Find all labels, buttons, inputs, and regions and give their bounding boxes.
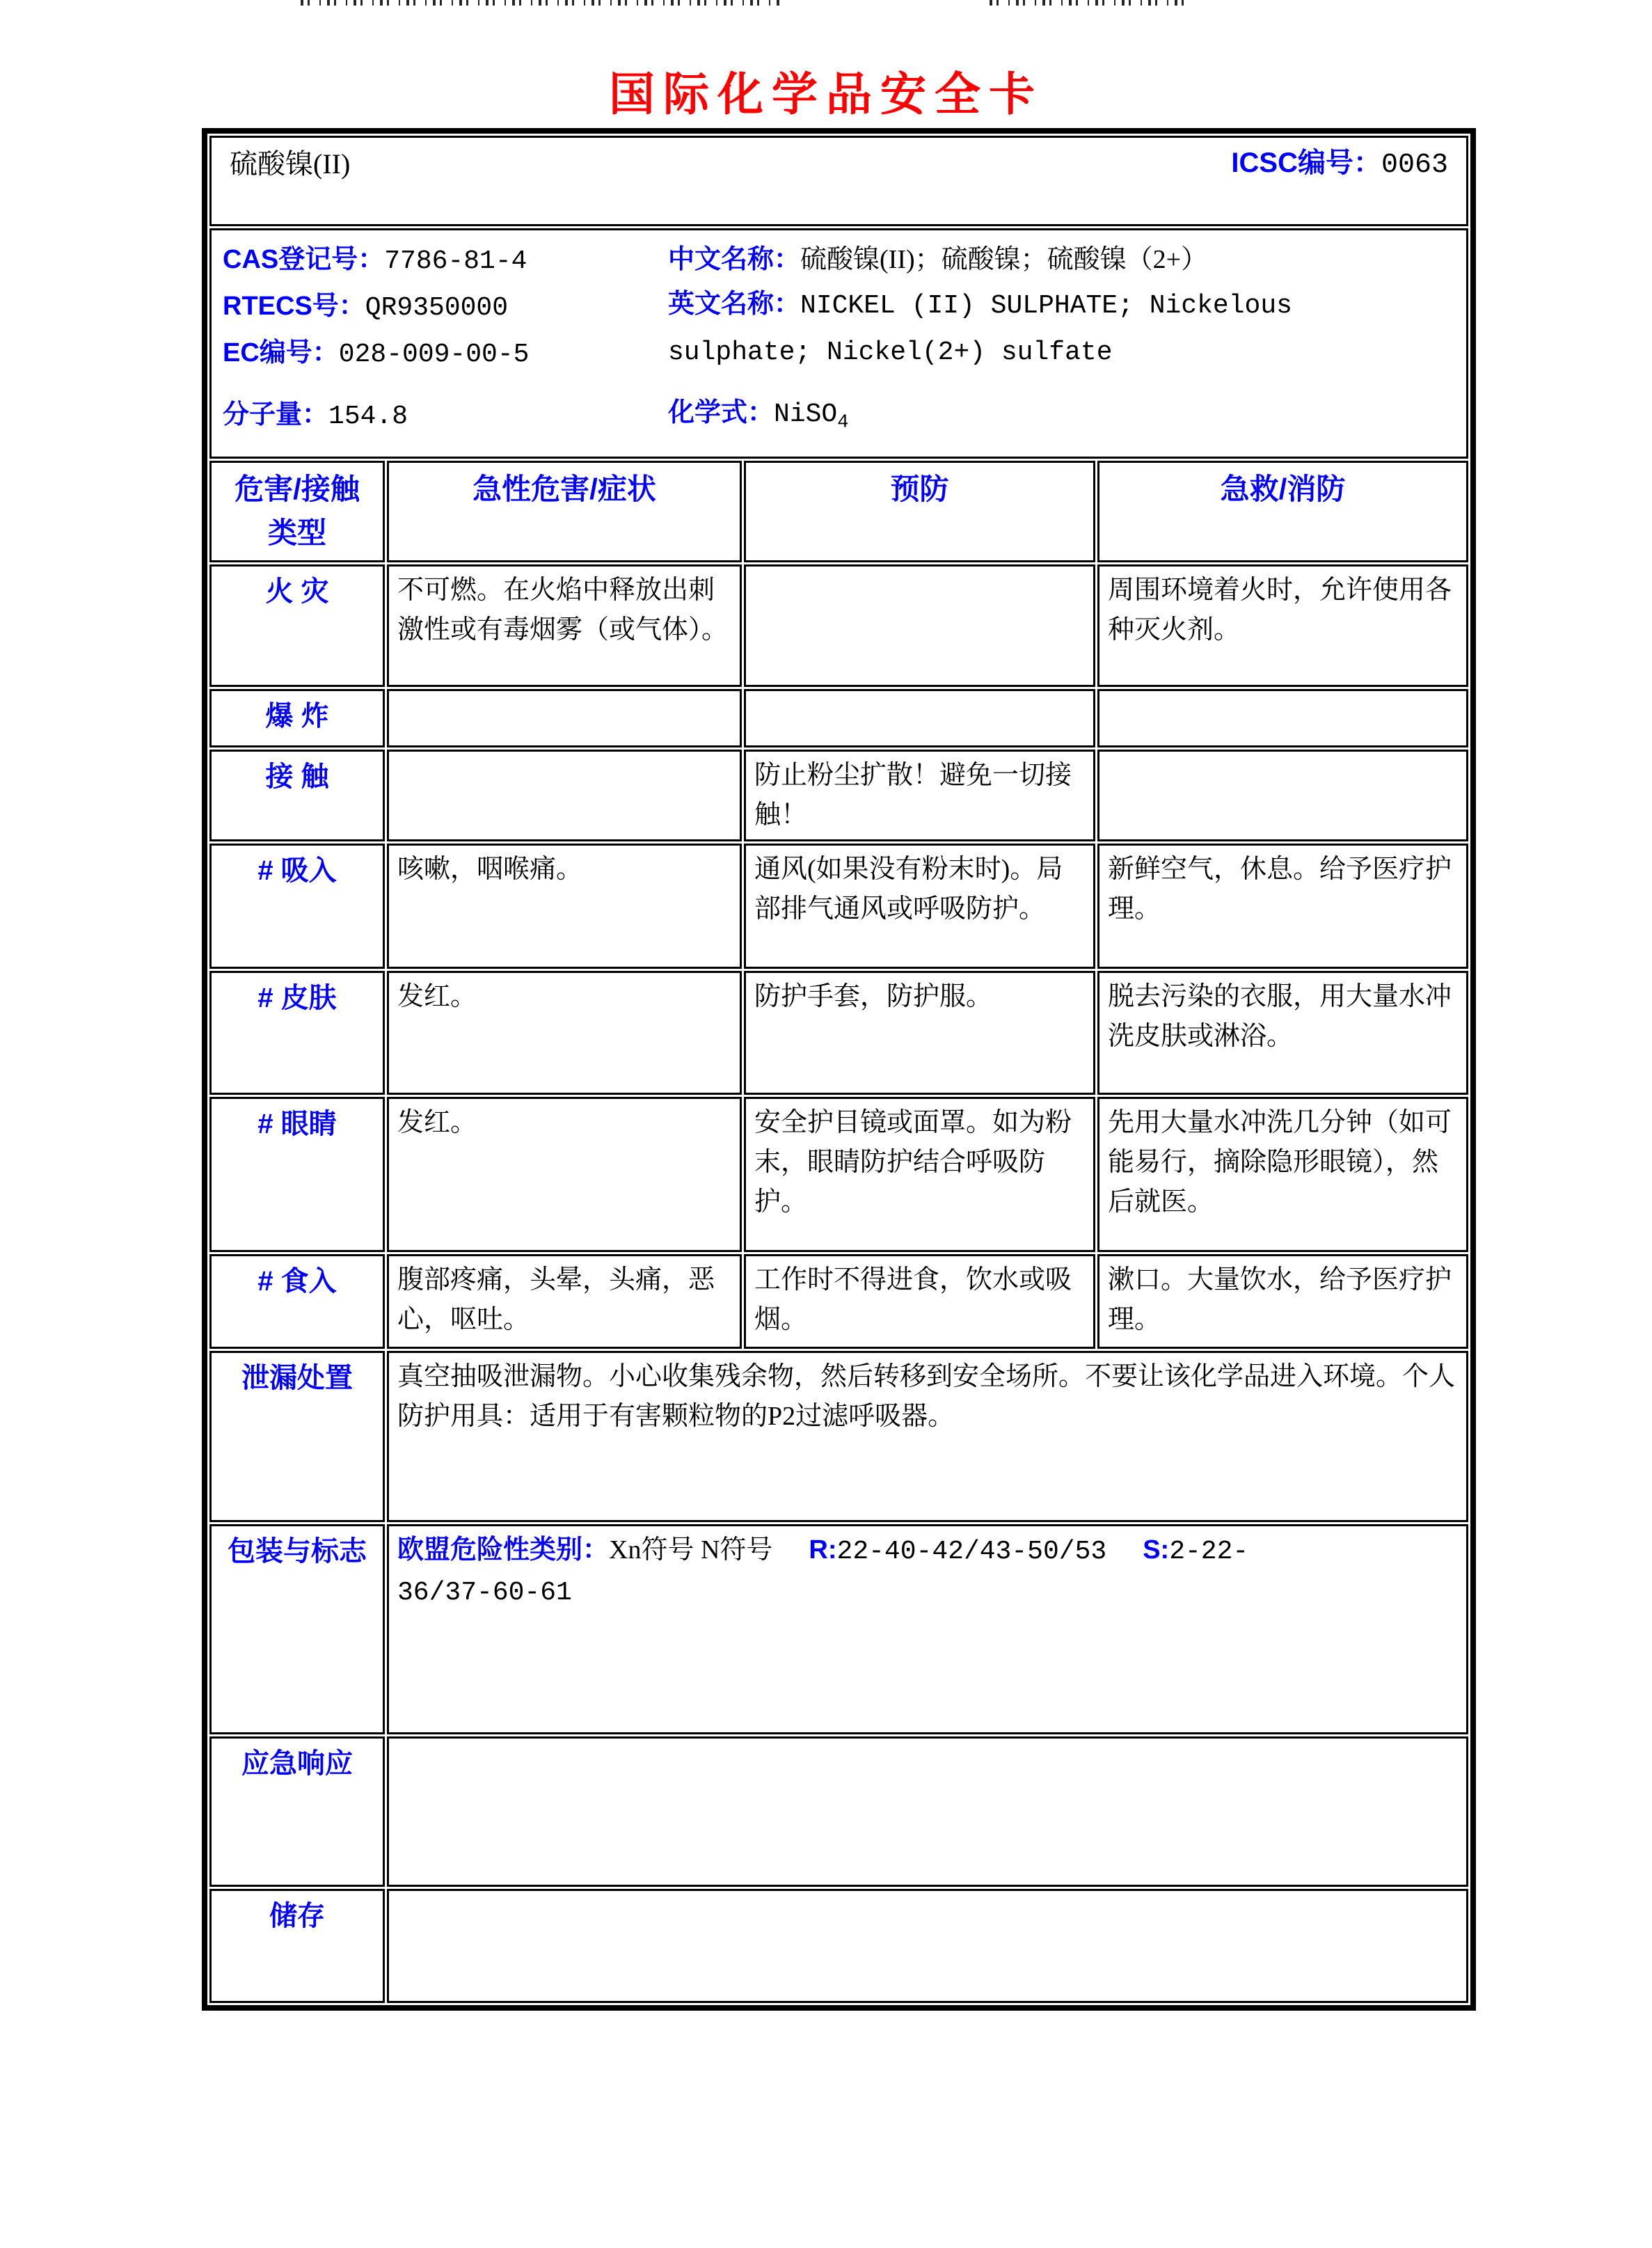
r-phrases-label: R: <box>809 1535 837 1565</box>
english-name-line <box>668 282 1350 375</box>
icsc-card-table <box>202 128 1476 2011</box>
cropped-text-fragment-right <box>990 0 1191 6</box>
chinese-name-line <box>668 237 1350 282</box>
hazard-header-row <box>209 461 1468 562</box>
hazard-row-ingestion <box>209 1254 1468 1349</box>
row-label-spill-disposal: 泄漏处置 <box>209 1351 385 1522</box>
inhalation-symptoms: 咳嗽，咽喉痛。 <box>387 844 742 969</box>
ec-number-line <box>223 331 668 377</box>
inhalation-prevention: 通风(如果没有粉末时)。局部排气通风或呼吸防护。 <box>744 844 1095 969</box>
row-label-explosion: 爆 炸 <box>209 689 385 747</box>
fire-first-aid: 周围环境着火时，允许使用各种灭火剂。 <box>1097 564 1468 687</box>
row-label-skin: # 皮肤 <box>209 971 385 1095</box>
rtecs-number-label: RTECS号： <box>223 292 365 321</box>
icsc-number-label: ICSC编号： <box>1231 148 1381 178</box>
contact-first-aid <box>1097 750 1468 841</box>
row-label-eyes: # 眼睛 <box>209 1097 385 1252</box>
eu-hazard-class-value: Xn符号 N符号 <box>609 1535 773 1565</box>
fire-prevention <box>744 564 1095 687</box>
row-label-fire: 火 灾 <box>209 564 385 687</box>
icsc-number-field <box>1231 142 1448 187</box>
identity-row <box>209 228 1468 459</box>
eyes-symptoms: 发红。 <box>387 1097 742 1252</box>
cas-number-value: 7786-81-4 <box>384 246 527 276</box>
ingestion-symptoms: 腹部疼痛，头晕，头痛，恶心，呕吐。 <box>387 1254 742 1349</box>
molecular-weight-label: 分子量： <box>223 400 329 429</box>
row-label-emergency-response: 应急响应 <box>209 1736 385 1887</box>
emergency-response-row <box>209 1736 1468 1887</box>
packaging-labelling-row <box>209 1524 1468 1734</box>
eu-hazard-class-label: 欧盟危险性类别： <box>397 1535 610 1565</box>
spill-disposal-content: 真空抽吸泄漏物。小心收集残余物，然后转移到安全场所。不要让该化学品进入环境。个人防护用具：适用于有害颗粒物的P2过滤呼吸器。 <box>387 1351 1468 1522</box>
storage-content <box>387 1889 1468 2003</box>
ingestion-prevention: 工作时不得进食，饮水或吸烟。 <box>744 1254 1095 1349</box>
card-title-row <box>209 136 1468 226</box>
english-name-value: NICKEL (II) SULPHATE; Nickelous sulphate; Nickel(2+) sulfate <box>668 291 1292 367</box>
ec-number-label: EC编号： <box>223 338 339 367</box>
ingestion-first-aid: 漱口。大量饮水，给予医疗护理。 <box>1097 1254 1468 1349</box>
rtecs-number-value: QR9350000 <box>365 293 509 323</box>
hazard-row-fire <box>209 564 1468 687</box>
contact-symptoms <box>387 750 742 841</box>
cas-number-line <box>223 237 668 284</box>
spill-disposal-row <box>209 1351 1468 1522</box>
hazard-row-inhalation <box>209 844 1468 969</box>
hazard-row-eyes <box>209 1097 1468 1252</box>
hazard-row-contact <box>209 750 1468 841</box>
header-hazard-type: 危害/接触 类型 <box>209 461 385 562</box>
s-phrases-label: S: <box>1143 1535 1170 1565</box>
explosion-prevention <box>744 689 1095 747</box>
row-label-storage: 储存 <box>209 1889 385 2003</box>
inhalation-first-aid: 新鲜空气，休息。给予医疗护理。 <box>1097 844 1468 969</box>
chinese-name-label: 中文名称： <box>668 245 801 274</box>
formula-label: 化学式： <box>668 398 775 427</box>
registry-numbers-block <box>223 237 668 439</box>
formula-subscript: 4 <box>837 412 849 434</box>
fire-symptoms: 不可燃。在火焰中释放出刺激性或有毒烟雾（或气体）。 <box>387 564 742 687</box>
molecular-weight-value: 154.8 <box>328 402 408 432</box>
rtecs-number-line <box>223 284 668 331</box>
eyes-first-aid: 先用大量水冲洗几分钟（如可能易行，摘除隐形眼镜），然后就医。 <box>1097 1097 1468 1252</box>
chinese-name-value: 硫酸镍(II)；硫酸镍；硫酸镍（2+） <box>800 245 1208 274</box>
english-name-label: 英文名称： <box>668 290 801 319</box>
explosion-symptoms <box>387 689 742 747</box>
molecular-weight-line <box>223 393 668 439</box>
formula-value: NiSO$_4$ <box>774 399 849 434</box>
eyes-prevention: 安全护目镜或面罩。如为粉末，眼睛防护结合呼吸防护。 <box>744 1097 1095 1252</box>
row-label-ingestion: # 食入 <box>209 1254 385 1349</box>
packaging-content <box>387 1524 1468 1734</box>
icsc-number-value: 0063 <box>1381 150 1448 181</box>
page-title: 国际化学品安全卡 <box>609 70 1043 120</box>
formula-line <box>668 390 1350 445</box>
hazard-row-skin <box>209 971 1468 1095</box>
header-first-aid: 急救/消防 <box>1097 461 1468 562</box>
row-label-packaging: 包装与标志 <box>209 1524 385 1734</box>
s-phrases-value-line2: 36/37-60-61 <box>397 1577 572 1608</box>
skin-first-aid: 脱去污染的衣服，用大量水冲洗皮肤或淋浴。 <box>1097 971 1468 1095</box>
header-prevention: 预防 <box>744 461 1095 562</box>
storage-row <box>209 1889 1468 2003</box>
r-phrases-value: 22-40-42/43-50/53 <box>836 1536 1107 1567</box>
chemical-names-block <box>668 237 1350 445</box>
contact-prevention: 防止粉尘扩散！避免一切接触！ <box>744 750 1095 841</box>
row-label-inhalation: # 吸入 <box>209 844 385 969</box>
skin-prevention: 防护手套，防护服。 <box>744 971 1095 1095</box>
skin-symptoms: 发红。 <box>387 971 742 1095</box>
cropped-text-fragment-left <box>301 0 781 6</box>
emergency-response-content <box>387 1736 1468 1887</box>
header-symptoms: 急性危害/症状 <box>387 461 742 562</box>
ec-number-value: 028-009-00-5 <box>338 340 530 370</box>
chemical-name: 硫酸镍(II) <box>230 148 351 180</box>
cas-number-label: CAS登记号： <box>223 245 385 274</box>
s-phrases-value-line1: 2-22- <box>1169 1536 1249 1567</box>
hazard-row-explosion <box>209 689 1468 747</box>
row-label-contact: 接 触 <box>209 750 385 841</box>
explosion-first-aid <box>1097 689 1468 747</box>
